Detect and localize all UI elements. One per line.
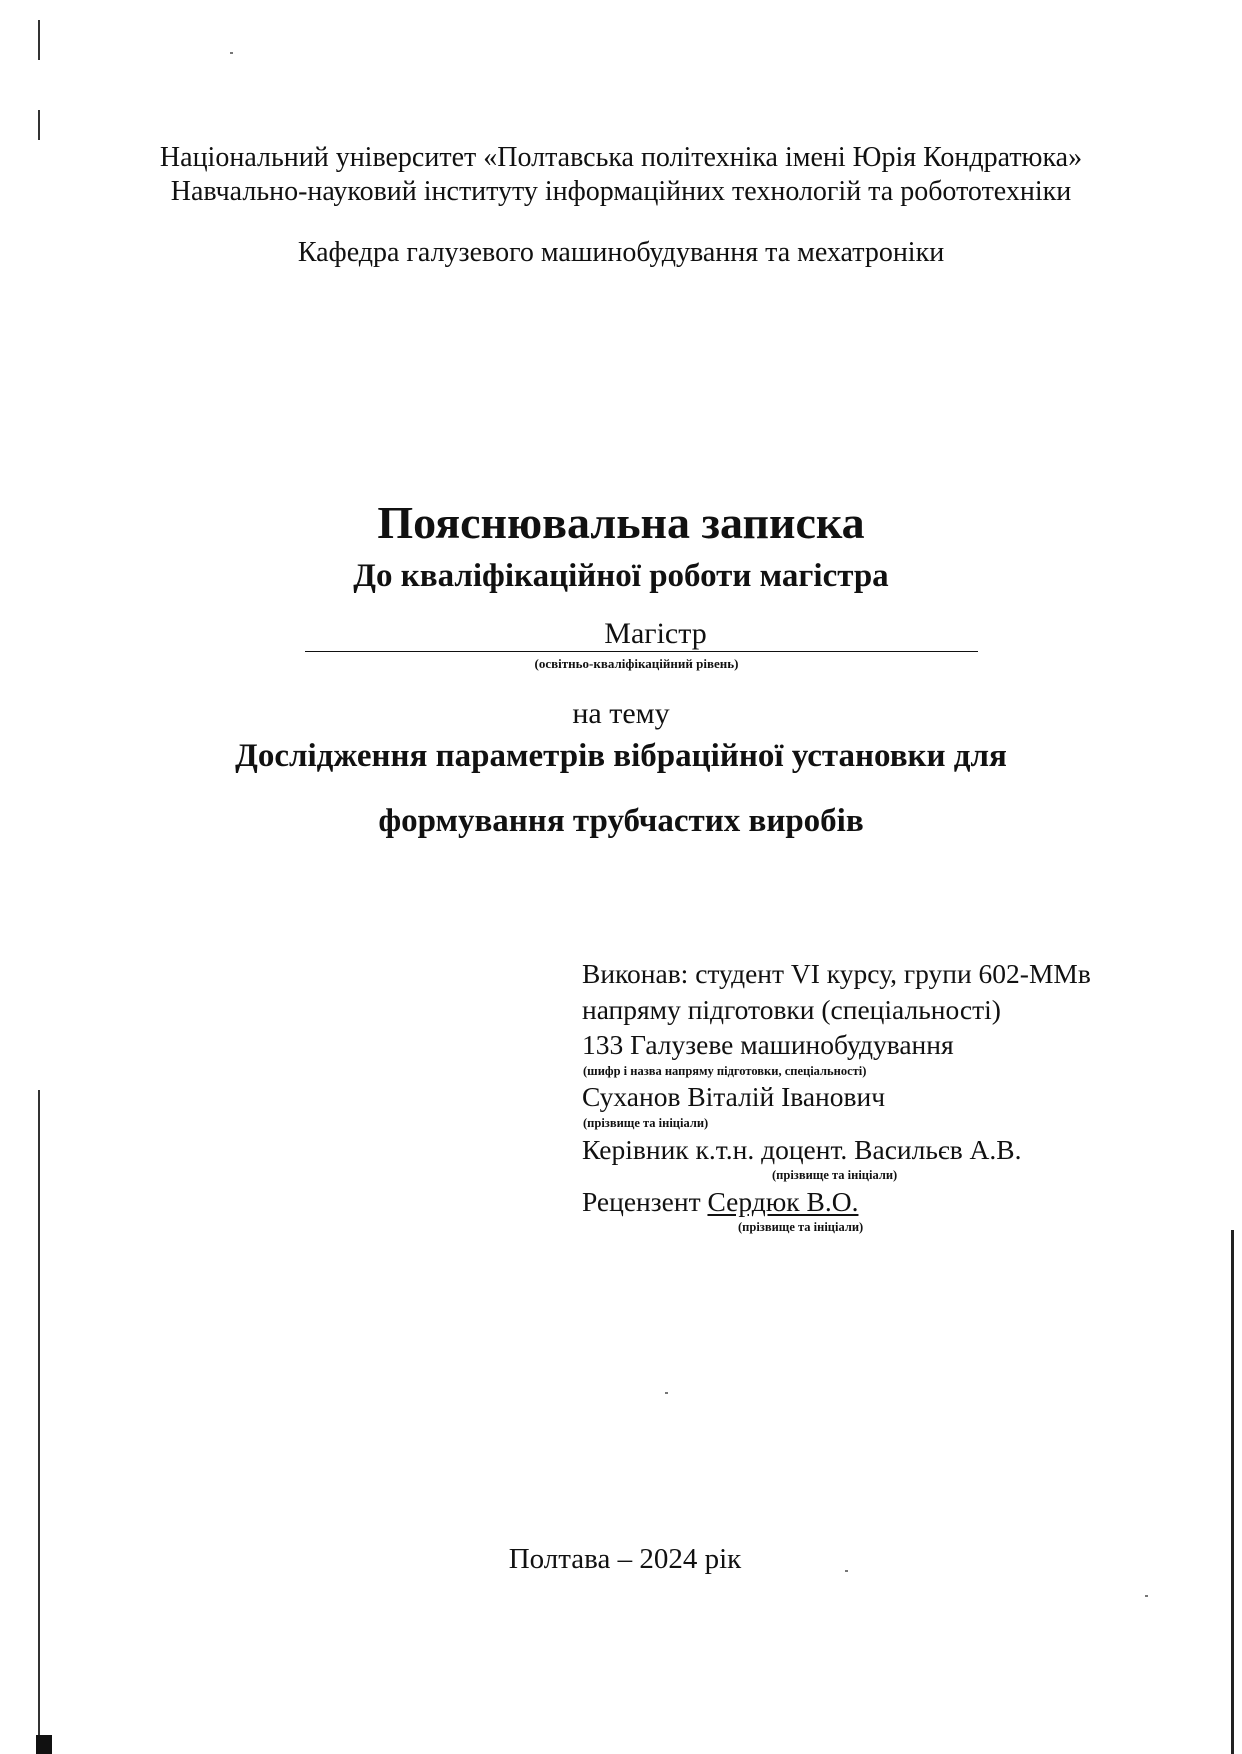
scan-edge-mark [1231,1230,1234,1754]
scan-speck [665,1392,668,1394]
reviewer-label: Рецензент [582,1186,701,1217]
topic-line-2: формування трубчастих виробів [378,803,864,839]
reviewer-value: Сердюк В.О. [707,1186,859,1217]
topic-line-1: Дослідження параметрів вібраційної установки для [235,738,1007,774]
reviewer-hint: (прізвище та ініціали) [738,1220,864,1234]
reviewer-line [582,1186,858,1218]
qualification-level-value: Магістр [604,617,707,650]
scan-edge-mark [38,1090,40,1735]
supervisor-hint: (прізвище та ініціали) [772,1168,898,1182]
scan-speck [1145,1595,1148,1597]
specialty-hint: (шифр і назва напряму підготовки, спеціальності) [583,1064,867,1078]
university-name: Національний університет «Полтавська політехніка імені Юрія Кондратюка» [159,142,1083,173]
qualification-level [305,617,978,673]
student-name: Суханов Віталій Іванович [582,1081,886,1112]
scan-edge-mark [38,20,40,60]
institute-name: Навчально-науковий інституту інформаційних технологій та робототехніки [170,176,1072,207]
performer-line: Виконав: студент VI курсу, групи 602-ММв [582,958,1091,989]
direction-line: напряму підготовки (спеціальності) [582,994,1001,1025]
scan-edge-mark [36,1735,52,1754]
department-name: Кафедра галузевого машинобудування та мехатроніки [297,237,945,268]
scan-edge-mark [38,110,40,140]
specialty-line: 133 Галузеве машинобудування [582,1029,954,1060]
supervisor-label: Керівник [582,1134,689,1165]
qualification-level-rule [305,651,978,652]
supervisor-line [582,1134,1022,1166]
city-year: Полтава – 2024 рік [508,1543,742,1575]
student-name-hint: (прізвище та ініціали) [583,1116,709,1130]
topic-label: на тему [572,697,670,730]
scan-speck [230,52,233,54]
qualification-level-hint: (освітньо-кваліфікаційний рівень) [534,656,739,671]
document-title: Пояснювальна записка [377,497,865,548]
supervisor-value: к.т.н. доцент. Васильєв А.В. [695,1134,1022,1165]
document-subtitle: До кваліфікаційної роботи магістра [353,558,889,594]
